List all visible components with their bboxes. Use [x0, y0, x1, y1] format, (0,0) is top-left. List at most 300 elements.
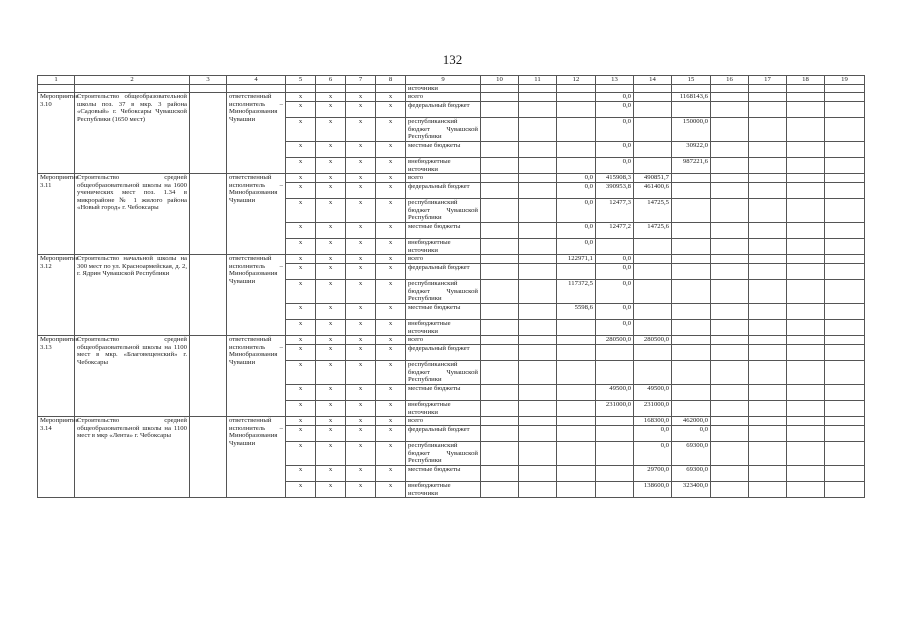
x-cell: х	[346, 336, 376, 345]
value-cell: 29700,0	[634, 466, 672, 482]
value-cell: 462000,0	[672, 417, 711, 426]
measure-name: Строительство средней общеобразовательной школы на 1100 мест в мкр «Лента» г. Чебоксары	[75, 417, 190, 498]
value-cell	[634, 239, 672, 255]
empty-cell	[190, 174, 227, 255]
value-cell	[634, 255, 672, 264]
x-cell: х	[376, 426, 406, 442]
value-cell	[672, 385, 711, 401]
empty-cell	[481, 304, 519, 320]
source-cell: местные бюджеты	[406, 466, 481, 482]
empty-cell	[787, 239, 825, 255]
empty-cell	[519, 174, 557, 183]
empty-cell	[825, 417, 865, 426]
empty-cell	[519, 199, 557, 223]
x-cell: х	[286, 482, 316, 498]
value-cell	[557, 401, 596, 417]
empty-cell	[519, 442, 557, 466]
value-cell	[672, 174, 711, 183]
source-cell: местные бюджеты	[406, 142, 481, 158]
x-cell: х	[286, 264, 316, 280]
header-cell-10: 10	[481, 76, 519, 85]
empty-cell	[787, 401, 825, 417]
source-cell: федеральный бюджет	[406, 345, 481, 361]
value-cell	[634, 304, 672, 320]
x-cell: х	[316, 336, 346, 345]
value-cell	[557, 142, 596, 158]
empty-cell	[825, 264, 865, 280]
value-cell	[557, 118, 596, 142]
empty-cell	[825, 401, 865, 417]
empty-cell	[749, 304, 787, 320]
empty-cell	[711, 85, 749, 93]
empty-cell	[634, 85, 672, 93]
empty-cell	[519, 345, 557, 361]
x-cell: х	[346, 174, 376, 183]
value-cell: 0,0	[596, 102, 634, 118]
value-cell	[672, 345, 711, 361]
empty-cell	[787, 142, 825, 158]
x-cell: х	[376, 223, 406, 239]
header-cell-2: 2	[75, 76, 190, 85]
empty-cell	[519, 255, 557, 264]
source-cell: федеральный бюджет	[406, 183, 481, 199]
x-cell: х	[346, 255, 376, 264]
empty-cell	[825, 102, 865, 118]
x-cell: х	[376, 304, 406, 320]
empty-cell	[481, 442, 519, 466]
empty-cell	[316, 85, 346, 93]
x-cell: х	[286, 336, 316, 345]
value-cell	[672, 255, 711, 264]
x-cell: х	[346, 304, 376, 320]
value-cell	[557, 158, 596, 174]
empty-cell	[227, 85, 286, 93]
value-cell: 69300,0	[672, 442, 711, 466]
value-cell	[596, 426, 634, 442]
x-cell: х	[286, 118, 316, 142]
empty-cell	[38, 85, 75, 93]
empty-cell	[519, 142, 557, 158]
value-cell: 0,0	[596, 320, 634, 336]
x-cell: х	[346, 442, 376, 466]
x-cell: х	[376, 345, 406, 361]
empty-cell	[376, 85, 406, 93]
value-cell	[557, 264, 596, 280]
empty-cell	[711, 142, 749, 158]
x-cell: х	[376, 401, 406, 417]
empty-cell	[787, 280, 825, 304]
value-cell: 0,0	[596, 255, 634, 264]
value-cell	[672, 102, 711, 118]
x-cell: х	[286, 174, 316, 183]
empty-cell	[787, 85, 825, 93]
empty-cell	[749, 118, 787, 142]
x-cell: х	[346, 361, 376, 385]
value-cell	[672, 264, 711, 280]
x-cell: х	[376, 174, 406, 183]
empty-cell	[286, 85, 316, 93]
header-cell-8: 8	[376, 76, 406, 85]
value-cell: 490851,7	[634, 174, 672, 183]
measure-executor: ответственный исполнитель – Минобразования Чувашии	[227, 174, 286, 255]
empty-cell	[787, 199, 825, 223]
x-cell: х	[286, 199, 316, 223]
x-cell: х	[346, 142, 376, 158]
empty-cell	[711, 361, 749, 385]
value-cell	[557, 417, 596, 426]
x-cell: х	[316, 142, 346, 158]
source-cell: внебюджетные источники	[406, 239, 481, 255]
x-cell: х	[346, 223, 376, 239]
x-cell: х	[346, 385, 376, 401]
value-cell	[634, 102, 672, 118]
empty-cell	[519, 183, 557, 199]
header-cell-15: 15	[672, 76, 711, 85]
empty-cell	[481, 183, 519, 199]
source-cell: всего	[406, 174, 481, 183]
x-cell: х	[376, 264, 406, 280]
x-cell: х	[286, 239, 316, 255]
empty-cell	[711, 336, 749, 345]
x-cell: х	[346, 401, 376, 417]
x-cell: х	[346, 102, 376, 118]
x-cell: х	[346, 466, 376, 482]
table-row	[38, 336, 865, 345]
empty-cell	[825, 199, 865, 223]
empty-cell	[749, 336, 787, 345]
empty-cell	[481, 401, 519, 417]
measure-executor: ответственный исполнитель – Минобразования Чувашии	[227, 93, 286, 174]
empty-cell	[519, 320, 557, 336]
value-cell: 280500,0	[634, 336, 672, 345]
value-cell: 0,0	[596, 158, 634, 174]
value-cell: 117372,5	[557, 280, 596, 304]
header-cell-6: 6	[316, 76, 346, 85]
empty-cell	[711, 93, 749, 102]
measure-executor: ответственный исполнитель – Минобразования Чувашии	[227, 417, 286, 498]
x-cell: х	[376, 466, 406, 482]
x-cell: х	[346, 183, 376, 199]
x-cell: х	[286, 320, 316, 336]
value-cell: 0,0	[596, 304, 634, 320]
empty-cell	[711, 385, 749, 401]
header-row	[38, 76, 865, 85]
value-cell	[557, 466, 596, 482]
x-cell: х	[316, 482, 346, 498]
x-cell: х	[286, 426, 316, 442]
source-cell: федеральный бюджет	[406, 426, 481, 442]
value-cell	[557, 442, 596, 466]
empty-cell	[519, 93, 557, 102]
empty-cell	[481, 158, 519, 174]
x-cell: х	[376, 158, 406, 174]
value-cell	[672, 223, 711, 239]
empty-cell	[787, 466, 825, 482]
empty-cell	[190, 336, 227, 417]
x-cell: х	[316, 361, 346, 385]
x-cell: х	[376, 417, 406, 426]
value-cell: 69300,0	[672, 466, 711, 482]
empty-cell	[519, 336, 557, 345]
table-row	[38, 417, 865, 426]
empty-cell	[825, 304, 865, 320]
x-cell: х	[316, 174, 346, 183]
empty-cell	[749, 385, 787, 401]
empty-cell	[481, 426, 519, 442]
source-cell: местные бюджеты	[406, 304, 481, 320]
value-cell	[634, 118, 672, 142]
value-cell	[596, 239, 634, 255]
x-cell: х	[316, 304, 346, 320]
empty-cell	[519, 401, 557, 417]
empty-cell	[787, 118, 825, 142]
source-cell: федеральный бюджет	[406, 264, 481, 280]
empty-cell	[481, 385, 519, 401]
x-cell: х	[286, 142, 316, 158]
source-cell: республиканский бюджет Чувашской Республики	[406, 118, 481, 142]
x-cell: х	[346, 320, 376, 336]
empty-cell	[711, 158, 749, 174]
empty-cell	[749, 280, 787, 304]
empty-cell	[519, 482, 557, 498]
x-cell: х	[376, 118, 406, 142]
value-cell: 0,0	[672, 426, 711, 442]
empty-cell	[711, 183, 749, 199]
source-cell: внебюджетные источники	[406, 401, 481, 417]
empty-cell	[749, 85, 787, 93]
empty-cell	[787, 417, 825, 426]
x-cell: х	[316, 345, 346, 361]
empty-cell	[481, 482, 519, 498]
value-cell	[634, 142, 672, 158]
source-cell: федеральный бюджет	[406, 102, 481, 118]
x-cell: х	[286, 442, 316, 466]
empty-cell	[711, 417, 749, 426]
empty-cell	[749, 417, 787, 426]
x-cell: х	[286, 466, 316, 482]
measure-executor: ответственный исполнитель – Минобразования Чувашии	[227, 336, 286, 417]
value-cell: 138600,0	[634, 482, 672, 498]
empty-cell	[481, 85, 519, 93]
x-cell: х	[286, 93, 316, 102]
empty-cell	[825, 320, 865, 336]
empty-cell	[346, 85, 376, 93]
empty-cell	[825, 85, 865, 93]
header-cell-17: 17	[749, 76, 787, 85]
value-cell: 231000,0	[596, 401, 634, 417]
value-cell	[557, 385, 596, 401]
header-cell-11: 11	[519, 76, 557, 85]
x-cell: х	[376, 183, 406, 199]
x-cell: х	[316, 417, 346, 426]
measure-id: Мероприятие 3.13	[38, 336, 75, 417]
empty-cell	[787, 426, 825, 442]
value-cell: 390953,8	[596, 183, 634, 199]
value-cell	[596, 466, 634, 482]
measure-name: Строительство средней общеобразовательной школы на 1600 ученических мест поз. 1.34 в микрорайоне № 1 жилого района «Новый город» г. Чебоксары	[75, 174, 190, 255]
value-cell: 30922,0	[672, 142, 711, 158]
empty-cell	[749, 442, 787, 466]
empty-cell	[825, 466, 865, 482]
measure-name: Строительство средней общеобразовательной школы на 1100 мест в мкр. «Благовещенский» г. Чебоксары	[75, 336, 190, 417]
value-cell	[672, 199, 711, 223]
value-cell	[672, 401, 711, 417]
x-cell: х	[376, 93, 406, 102]
source-cell: республиканский бюджет Чувашской Республики	[406, 280, 481, 304]
measure-id: Мероприятие 3.10	[38, 93, 75, 174]
x-cell: х	[376, 442, 406, 466]
empty-cell	[481, 336, 519, 345]
x-cell: х	[316, 93, 346, 102]
x-cell: х	[316, 401, 346, 417]
source-cell: внебюджетные источники	[406, 158, 481, 174]
header-cell-16: 16	[711, 76, 749, 85]
source-cell: республиканский бюджет Чувашской Республики	[406, 442, 481, 466]
header-cell-13: 13	[596, 76, 634, 85]
empty-cell	[749, 361, 787, 385]
value-cell: 461400,6	[634, 183, 672, 199]
empty-cell	[481, 466, 519, 482]
empty-cell	[825, 255, 865, 264]
empty-cell	[787, 264, 825, 280]
value-cell: 1168143,6	[672, 93, 711, 102]
empty-cell	[749, 93, 787, 102]
page-number: 132	[442, 52, 463, 67]
x-cell: х	[286, 223, 316, 239]
x-cell: х	[376, 102, 406, 118]
empty-cell	[825, 158, 865, 174]
empty-cell	[711, 199, 749, 223]
empty-cell	[825, 239, 865, 255]
value-cell: 323400,0	[672, 482, 711, 498]
x-cell: х	[346, 199, 376, 223]
empty-cell	[825, 482, 865, 498]
empty-cell	[749, 239, 787, 255]
x-cell: х	[316, 199, 346, 223]
empty-cell	[481, 361, 519, 385]
header-cell-3: 3	[190, 76, 227, 85]
empty-cell	[749, 482, 787, 498]
empty-cell	[190, 93, 227, 174]
x-cell: х	[376, 255, 406, 264]
header-cell-9: 9	[406, 76, 481, 85]
empty-cell	[519, 85, 557, 93]
empty-cell	[519, 304, 557, 320]
value-cell: 0,0	[557, 239, 596, 255]
header-cell-14: 14	[634, 76, 672, 85]
empty-cell	[481, 417, 519, 426]
empty-cell	[749, 426, 787, 442]
empty-cell	[672, 85, 711, 93]
value-cell: 0,0	[596, 142, 634, 158]
source-cell: местные бюджеты	[406, 385, 481, 401]
source-cell: всего	[406, 255, 481, 264]
x-cell: х	[286, 385, 316, 401]
empty-cell	[825, 345, 865, 361]
value-cell	[634, 93, 672, 102]
x-cell: х	[346, 93, 376, 102]
empty-cell	[481, 255, 519, 264]
value-cell: 0,0	[596, 264, 634, 280]
x-cell: х	[346, 482, 376, 498]
empty-cell	[519, 239, 557, 255]
x-cell: х	[316, 442, 346, 466]
value-cell: 0,0	[557, 174, 596, 183]
empty-cell	[481, 264, 519, 280]
empty-cell	[749, 401, 787, 417]
x-cell: х	[316, 118, 346, 142]
value-cell	[672, 320, 711, 336]
measure-id: Мероприятие 3.14	[38, 417, 75, 498]
empty-cell	[481, 320, 519, 336]
x-cell: х	[346, 264, 376, 280]
empty-cell	[825, 442, 865, 466]
empty-cell	[787, 158, 825, 174]
value-cell	[672, 304, 711, 320]
table-row	[38, 255, 865, 264]
x-cell: х	[316, 239, 346, 255]
x-cell: х	[316, 183, 346, 199]
empty-cell	[519, 118, 557, 142]
x-cell: х	[346, 280, 376, 304]
empty-cell	[749, 142, 787, 158]
empty-cell	[749, 102, 787, 118]
value-cell	[557, 426, 596, 442]
empty-cell	[481, 174, 519, 183]
value-cell: 12477,2	[596, 223, 634, 239]
empty-cell	[825, 336, 865, 345]
x-cell: х	[346, 345, 376, 361]
x-cell: х	[376, 336, 406, 345]
value-cell: 0,0	[557, 183, 596, 199]
x-cell: х	[346, 426, 376, 442]
value-cell	[634, 345, 672, 361]
x-cell: х	[286, 304, 316, 320]
empty-cell	[711, 345, 749, 361]
empty-cell	[749, 345, 787, 361]
header-cell-19: 19	[825, 76, 865, 85]
value-cell	[557, 361, 596, 385]
x-cell: х	[376, 199, 406, 223]
value-cell: 14725,6	[634, 223, 672, 239]
value-cell: 987221,6	[672, 158, 711, 174]
x-cell: х	[346, 417, 376, 426]
x-cell: х	[376, 239, 406, 255]
header-cell-5: 5	[286, 76, 316, 85]
empty-cell	[825, 385, 865, 401]
x-cell: х	[376, 280, 406, 304]
value-cell: 12477,3	[596, 199, 634, 223]
value-cell	[672, 336, 711, 345]
x-cell: х	[346, 239, 376, 255]
empty-cell	[711, 304, 749, 320]
source-cell: всего	[406, 336, 481, 345]
value-cell	[634, 264, 672, 280]
empty-cell	[825, 426, 865, 442]
empty-cell	[75, 85, 190, 93]
empty-cell	[749, 223, 787, 239]
value-cell: 49500,0	[634, 385, 672, 401]
value-cell: 0,0	[596, 280, 634, 304]
source-cell: внебюджетные источники	[406, 320, 481, 336]
empty-cell	[519, 264, 557, 280]
value-cell: 5598,6	[557, 304, 596, 320]
value-cell: 0,0	[634, 442, 672, 466]
empty-cell	[481, 345, 519, 361]
empty-cell	[596, 85, 634, 93]
x-cell: х	[286, 280, 316, 304]
empty-cell	[825, 93, 865, 102]
